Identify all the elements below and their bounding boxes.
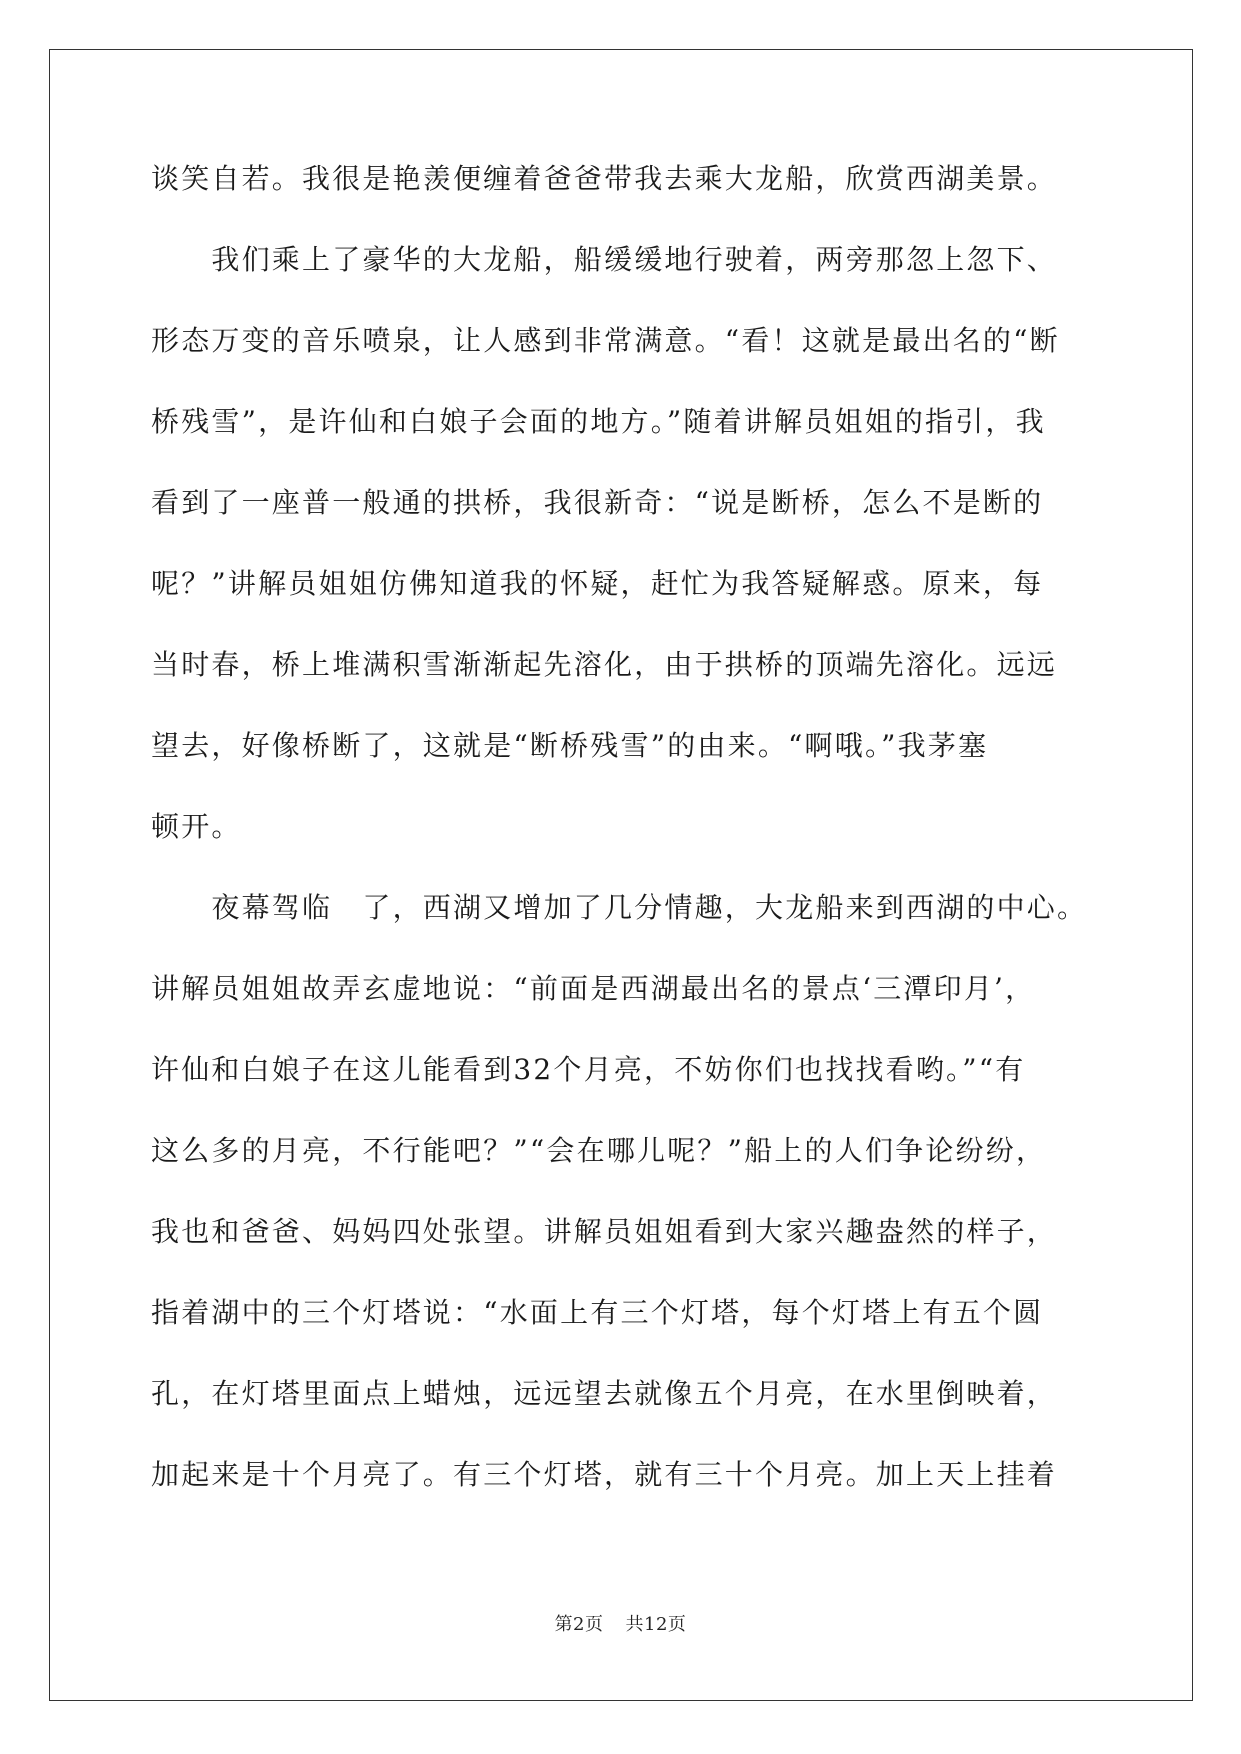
text-line: 看到了一座普一般通的拱桥，我很新奇：“说是断桥，怎么不是断的 <box>151 486 1044 519</box>
page-total: 共12页 <box>625 1614 687 1635</box>
text-line: 望去，好像桥断了，这就是“断桥残雪”的由来。“啊哦。”我茅塞 <box>151 729 989 762</box>
text-line: 这么多的月亮，不行能吧？”“会在哪儿呢？”船上的人们争论纷纷， <box>151 1134 1047 1167</box>
text-line: 我也和爸爸、妈妈四处张望。讲解员姐姐看到大家兴趣盎然的样子， <box>151 1215 1058 1248</box>
page-number: 第2页 <box>554 1614 604 1635</box>
text-line: 许仙和白娘子在这儿能看到32个月亮，不妨你们也找找看哟。”“有 <box>151 1053 1026 1086</box>
text-line: 加起来是十个月亮了。有三个灯塔，就有三十个月亮。加上天上挂着 <box>151 1458 1058 1491</box>
text-line: 讲解员姐姐故弄玄虚地说：“前面是西湖最出名的景点‘三潭印月’， <box>151 972 1036 1005</box>
text-line: 孔，在灯塔里面点上蜡烛，远远望去就像五个月亮，在水里倒映着， <box>151 1377 1058 1410</box>
text-line: 呢？”讲解员姐姐仿佛知道我的怀疑，赶忙为我答疑解惑。原来，每 <box>151 567 1044 600</box>
page-footer <box>0 1610 1241 1636</box>
text-line: 当时春，桥上堆满积雪渐渐起先溶化，由于拱桥的顶端先溶化。远远 <box>151 648 1058 681</box>
text-line: 顿开。 <box>151 810 242 843</box>
text-line: 形态万变的音乐喷泉，让人感到非常满意。“看！这就是最出名的“断 <box>151 324 1060 357</box>
document-body <box>151 162 1091 1539</box>
text-line: 桥残雪”，是许仙和白娘子会面的地方。”随着讲解员姐姐的指引，我 <box>151 405 1046 438</box>
text-line: 指着湖中的三个灯塔说：“水面上有三个灯塔，每个灯塔上有五个圆 <box>151 1296 1044 1329</box>
text-line: 夜幕驾临 了，西湖又增加了几分情趣，大龙船来到西湖的中心。 <box>151 891 1088 924</box>
text-line: 谈笑自若。我很是艳羡便缠着爸爸带我去乘大龙船，欣赏西湖美景。 <box>151 162 1058 195</box>
text-line: 我们乘上了豪华的大龙船，船缓缓地行驶着，两旁那忽上忽下、 <box>151 243 1058 276</box>
